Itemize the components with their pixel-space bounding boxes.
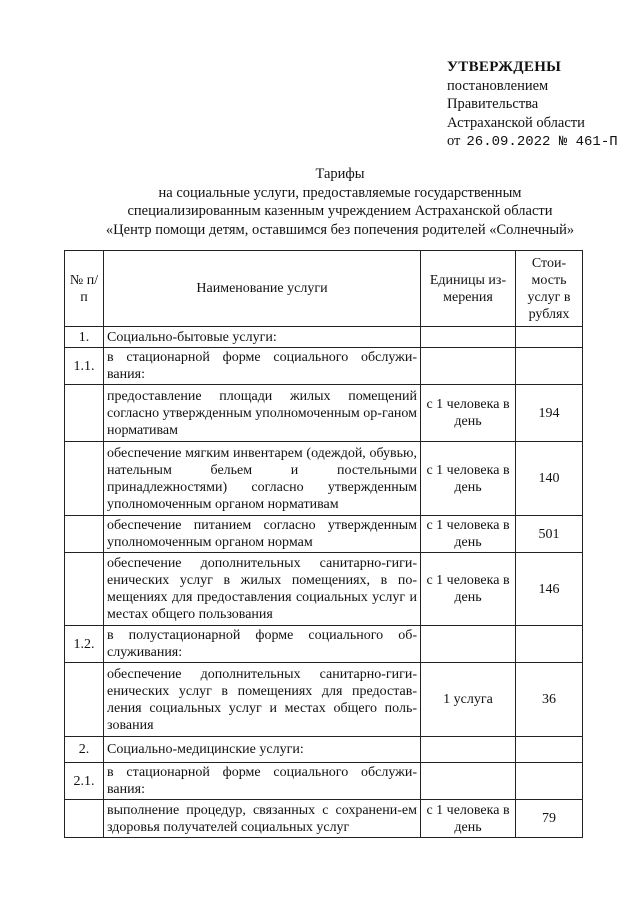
table-row [65, 800, 583, 838]
approval-date-number: 26.09.2022 № 461-П [466, 134, 618, 150]
row-num [65, 663, 104, 737]
approval-block [447, 58, 618, 152]
table-row [65, 763, 583, 800]
row-unit [421, 348, 516, 385]
approval-line: Правительства [447, 96, 539, 112]
row-unit [421, 763, 516, 800]
header-name: Наименование услуги [104, 251, 421, 327]
row-unit: 1 услуга [421, 663, 516, 737]
approval-line: постановлением [447, 77, 549, 94]
document-subtitle-line: «Центр помощи детям, оставшимся без попечения родителей «Солнечный» [105, 221, 575, 238]
row-unit: с 1 человека в день [421, 800, 516, 838]
row-num [65, 516, 104, 553]
row-name: предоставление площади жилых помещений согласно утвержденным уполномоченным ор-ганом нормативам [104, 385, 421, 442]
document-subtitle-line: на социальные услуги, предоставляемые государственным [158, 184, 522, 201]
row-unit [421, 737, 516, 763]
table-row [65, 327, 583, 348]
row-name: обеспечение дополнительных санитарно-гиги-енических услуг в помещениях для предостав-ления социальных услуг и местах общего поль-зования [104, 663, 421, 737]
row-name: обеспечение дополнительных санитарно-гиги-енических услуг в жилых помещениях, в по-мещениях для предоставления социальных услуг и местах общего пользования [104, 553, 421, 626]
row-cost: 36 [516, 663, 583, 737]
row-name: Социально-медицинские услуги: [104, 737, 421, 763]
document-subtitle-line: специализированным казенным учреждением Астраханской области [127, 203, 553, 219]
row-num: 2.1. [65, 763, 104, 800]
row-num [65, 385, 104, 442]
row-name: Социально-бытовые услуги: [104, 327, 421, 348]
row-cost [516, 763, 583, 800]
row-unit: с 1 человека в день [421, 385, 516, 442]
row-cost: 501 [516, 516, 583, 553]
table-row [65, 553, 583, 626]
row-num: 1. [65, 327, 104, 348]
row-unit: с 1 человека в день [421, 442, 516, 516]
table-row [65, 442, 583, 516]
table-row [65, 737, 583, 763]
row-cost [516, 327, 583, 348]
row-name: в стационарной форме социального обслужи-вания: [104, 348, 421, 385]
header-num: № п/п [65, 251, 104, 327]
row-cost [516, 626, 583, 663]
row-name: обеспечение мягким инвентарем (одеждой, обувью, нательным бельем и постельными принадлежностями) согласно утвержденным уполномоченным органом нормативам [104, 442, 421, 516]
row-name: в стационарной форме социального обслужи-вания: [104, 763, 421, 800]
row-unit [421, 626, 516, 663]
table-row [65, 385, 583, 442]
row-unit [421, 327, 516, 348]
row-name: обеспечение питанием согласно утвержденным уполномоченным органом нормам [104, 516, 421, 553]
row-num: 2. [65, 737, 104, 763]
header-cost: Стои-мость услуг в рублях [516, 251, 583, 327]
row-name: в полустационарной форме социального об-служивания: [104, 626, 421, 663]
row-cost [516, 348, 583, 385]
row-name: выполнение процедур, связанных с сохранени-ем здоровья получателей социальных услуг [104, 800, 421, 838]
row-unit: с 1 человека в день [421, 516, 516, 553]
row-unit: с 1 человека в день [421, 553, 516, 626]
approval-date-line [447, 132, 618, 152]
header-unit: Единицы из-мерения [421, 251, 516, 327]
approval-heading: УТВЕРЖДЕНЫ [447, 59, 562, 75]
row-cost: 194 [516, 385, 583, 442]
row-num [65, 553, 104, 626]
row-cost: 140 [516, 442, 583, 516]
approval-line: Астраханской области [447, 114, 585, 131]
table-header-row [65, 251, 583, 327]
row-num: 1.1. [65, 348, 104, 385]
row-cost: 146 [516, 553, 583, 626]
row-cost: 79 [516, 800, 583, 838]
row-num [65, 800, 104, 838]
table-row [65, 516, 583, 553]
row-num: 1.2. [65, 626, 104, 663]
row-cost [516, 737, 583, 763]
table-row [65, 348, 583, 385]
tariffs-table [64, 250, 583, 838]
table-row [65, 626, 583, 663]
document-title-block [60, 165, 620, 239]
date-prefix: от [447, 133, 461, 149]
row-num [65, 442, 104, 516]
table-row [65, 663, 583, 737]
document-title: Тарифы [315, 166, 365, 182]
